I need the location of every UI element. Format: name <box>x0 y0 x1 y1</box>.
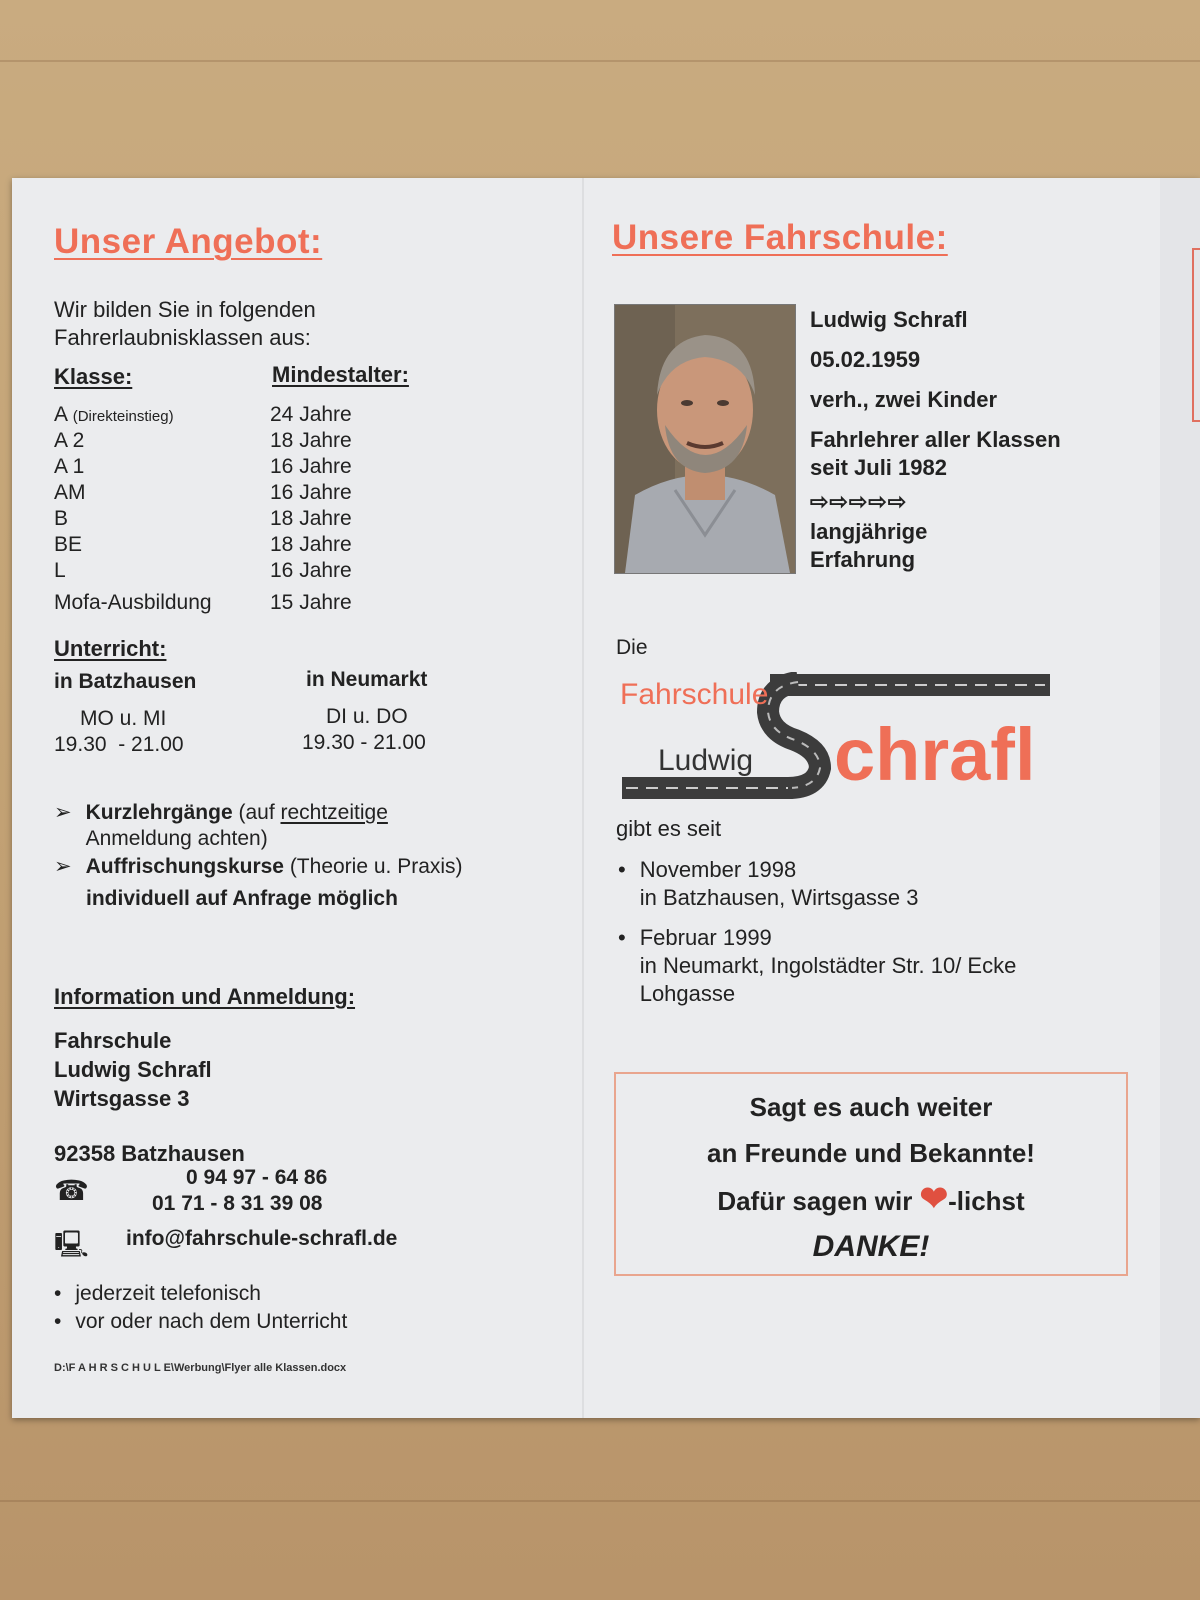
phone-1[interactable]: 0 94 97 - 64 86 <box>186 1166 328 1189</box>
die-text: Die <box>616 636 648 659</box>
table-row: BE 18 Jahre <box>54 533 352 556</box>
list-item: • November 1998 in Batzhausen, Wirtsgasse 3 <box>618 857 919 910</box>
instructor-family: verh., zwei Kinder <box>810 387 998 412</box>
danke-text: DANKE! <box>812 1230 930 1263</box>
instructor-info: Ludwig Schrafl 05.02.1959 verh., zwei Kinder Fahrlehrer aller Klassen seit Juli 1982 ⇨⇨⇨⇨⇨ langjährige Erfahrung <box>810 307 1061 572</box>
list-item: • Februar 1999 in Neumarkt, Ingolstädter Str. 10/ Ecke Lohgasse <box>618 925 1017 1006</box>
gibt-text: gibt es seit <box>616 816 722 841</box>
tage-neumarkt: DI u. DO <box>326 705 408 728</box>
list-item: ➢ Kurzlehrgänge (auf rechtzeitige Anmeldung achten) <box>54 801 388 850</box>
phone-icon: ☎ <box>54 1175 89 1206</box>
col-klasse-header: Klasse: <box>54 364 133 389</box>
tage-batzhausen: MO u. MI <box>80 707 167 730</box>
school-logo <box>620 672 1060 802</box>
contact-notes: • jederzeit telefonisch • vor oder nach dem Unterricht <box>54 1282 348 1333</box>
table-row: A (Direkteinstieg) 24 Jahre <box>54 403 352 426</box>
file-path: D:\F A H R S C H U L E\Werbung\Flyer alle Klassen.docx <box>54 1362 347 1374</box>
klassen-table <box>54 402 352 616</box>
arrow-bullet-icon: ➢ <box>54 801 72 824</box>
instructor-dob: 05.02.1959 <box>810 347 921 372</box>
table-row: B 18 Jahre <box>54 507 352 530</box>
email-link[interactable]: info@fahrschule-schrafl.de <box>126 1227 398 1250</box>
address: Fahrschule Ludwig Schrafl Wirtsgasse 3 92358 Batzhausen <box>54 1028 245 1166</box>
heart-icon: ❤ <box>919 1180 949 1218</box>
kurse-list <box>54 800 463 912</box>
unterricht-title: Unterricht: <box>54 636 167 661</box>
phone-2[interactable]: 01 71 - 8 31 39 08 <box>152 1192 323 1215</box>
next-panel-mark <box>1192 248 1200 422</box>
arrow-bullet-icon: ➢ <box>54 855 72 878</box>
info-title: Information und Anmeldung: <box>54 984 356 1009</box>
thanks-box: Sagt es auch weiter an Freunde und Bekannte! Dafür sagen wir ❤-lichst DANKE! <box>614 1072 1128 1276</box>
list-item: ➢ Auffrischungskurse (Theorie u. Praxis) <box>54 855 463 878</box>
table-row: Mofa-Ausbildung 15 Jahre <box>54 591 352 614</box>
ort-neumarkt: in Neumarkt <box>306 668 428 691</box>
offer-title: Unser Angebot: <box>54 222 323 261</box>
school-title: Unsere Fahrschule: <box>612 218 948 257</box>
ort-batzhausen: in Batzhausen <box>54 670 197 693</box>
computer-icon: 🖳 <box>54 1229 89 1259</box>
table-row: AM 16 Jahre <box>54 481 352 504</box>
instructor-photo <box>614 304 796 574</box>
intro-text: Wir bilden Sie in folgenden Fahrerlaubnisklassen aus: <box>54 297 316 350</box>
zeit-batzhausen: 19.30 - 21.00 <box>54 733 184 756</box>
table-row: A 1 16 Jahre <box>54 455 352 478</box>
locations-list <box>618 856 1016 1008</box>
logo-schrafl: chrafl <box>834 713 1036 796</box>
arrows-icon: ⇨⇨⇨⇨⇨ <box>810 489 908 514</box>
logo-fahrschule: Fahrschule <box>620 678 769 711</box>
table-row: A 2 18 Jahre <box>54 429 352 452</box>
logo-ludwig: Ludwig <box>658 744 754 777</box>
col-alter-header: Mindestalter: <box>272 362 409 387</box>
table-row: L 16 Jahre <box>54 559 352 582</box>
instructor-name: Ludwig Schrafl <box>810 307 968 332</box>
kurse-note: individuell auf Anfrage möglich <box>86 887 398 910</box>
zeit-neumarkt: 19.30 - 21.00 <box>302 731 426 754</box>
